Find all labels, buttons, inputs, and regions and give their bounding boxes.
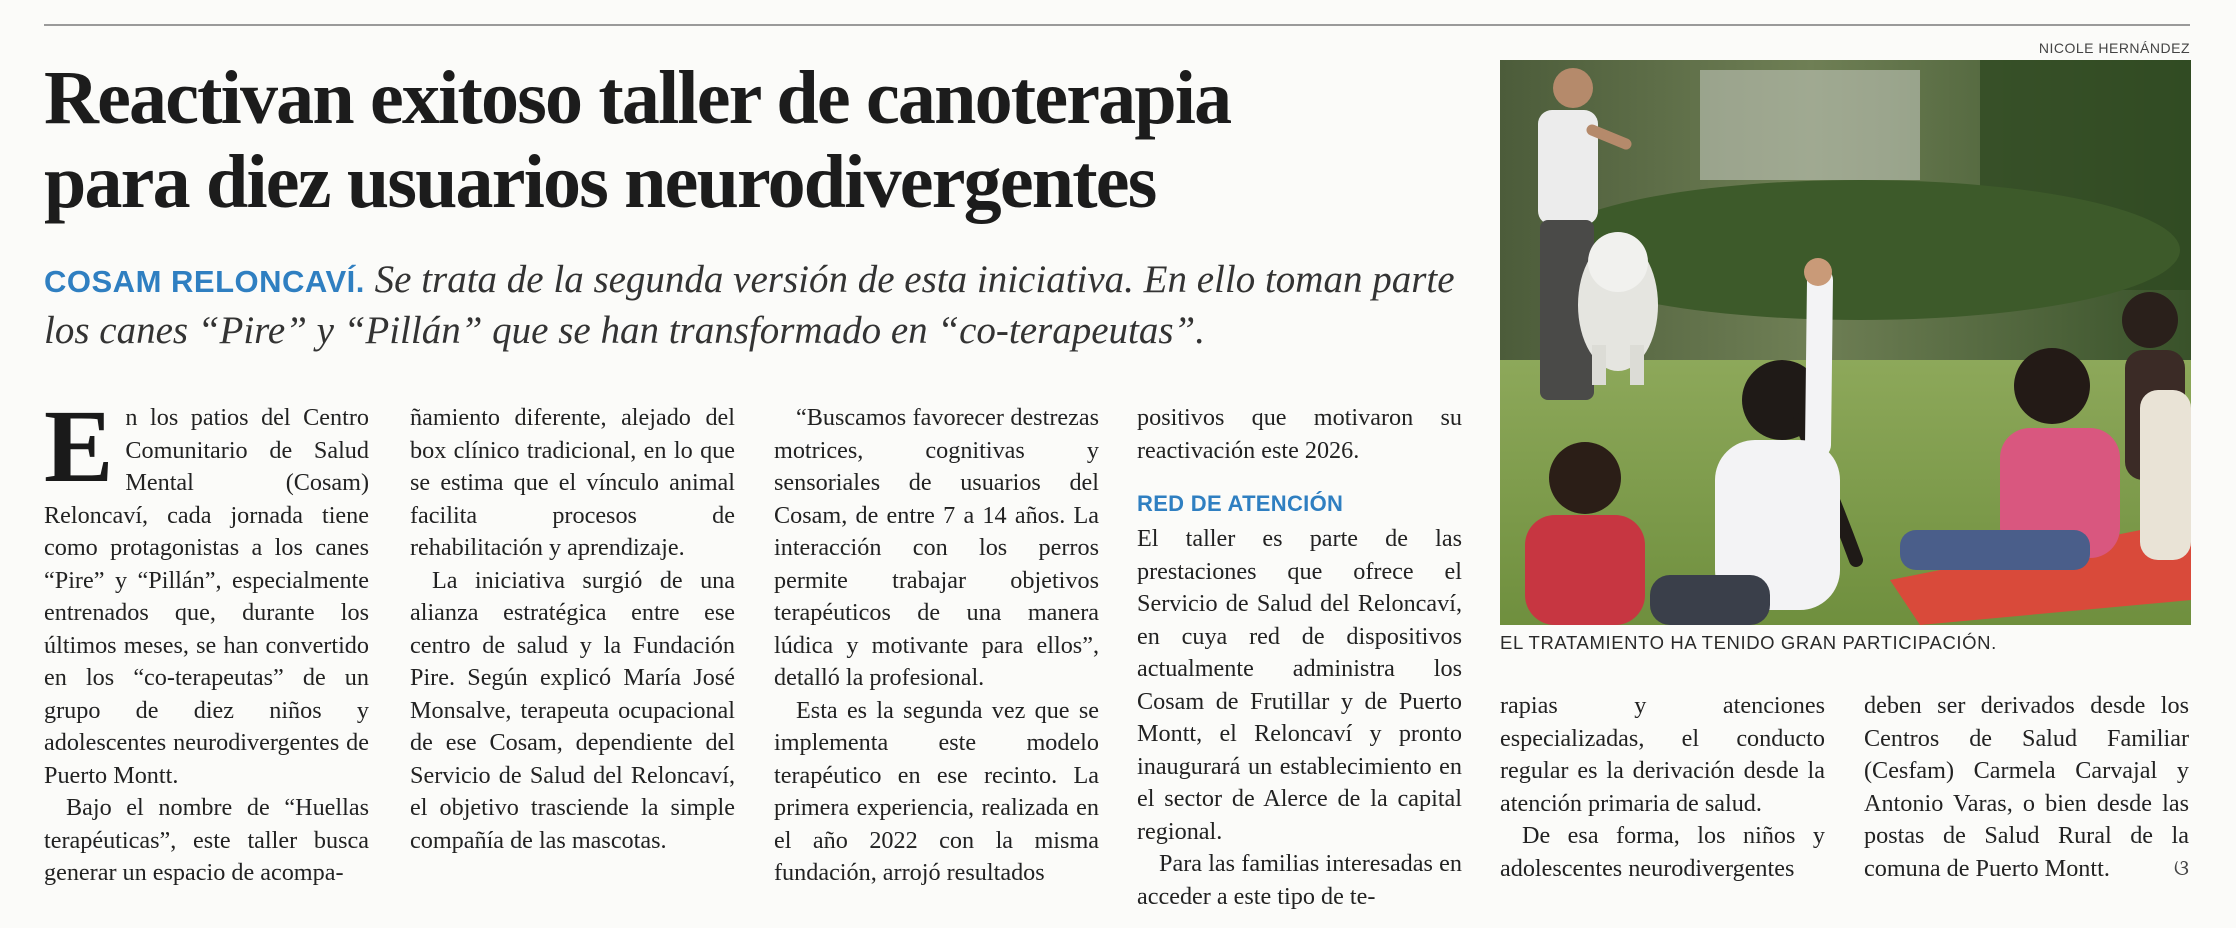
- girl-raised-arm: [1818, 280, 1820, 445]
- man-head: [1553, 68, 1593, 108]
- top-rule: [44, 24, 2190, 26]
- paragraph: El taller es parte de las prestaciones que ofrece el Servicio de Salud del Reloncaví, en cuya red de dispositivos actualmente administra los Cosam de Frutillar y de Puerto Montt, el Reloncaví y pronto inaugurará un establecimiento en el sector de Alerce de la capital regional.: [1137, 525, 1462, 845]
- dog-leg: [1630, 345, 1644, 385]
- kicker: COSAM RELONCAVÍ.: [44, 264, 365, 299]
- body-column-2: [410, 402, 735, 857]
- headline-line-2: para diez usuarios neurodivergentes: [44, 140, 1156, 224]
- body-column-6: [1864, 690, 2189, 885]
- paragraph: “Buscamos favorecer destrezas motrices, cognitivas y sensoriales de usuarios del Cosam, de entre 7 a 14 años. La interacción con los perros permite trabajar objetivos terapéuticos de una manera lúdica y motivante para ellos”, detalló la profesional.: [774, 404, 1099, 691]
- headline-line-1: Reactivan exitoso taller de canoterapia: [44, 56, 1231, 140]
- girl-pants: [1650, 575, 1770, 625]
- body-column-3: [774, 402, 1099, 890]
- pink-girl-jeans: [1900, 530, 2090, 570]
- child-shirt: [1525, 515, 1645, 625]
- drop-cap: E: [44, 389, 114, 504]
- paragraph: La iniciativa surgió de una alianza estratégica entre ese centro de salud y la Fundación Pire. Según explicó María José Monsalve, terapeuta ocupacional de ese Cosam, dependiente del Servicio de Salud del Reloncaví, el objetivo trasciende la simple compañía de las mascotas.: [410, 566, 735, 854]
- adult-right-shirt: [2140, 390, 2191, 560]
- dog-leg: [1592, 345, 1606, 385]
- building: [1700, 70, 1920, 180]
- paragraph: [1864, 690, 2189, 885]
- dog-head: [1588, 232, 1648, 292]
- paragraph-text: deben ser derivados desde los Centros de Salud Familiar (Cesfam) Carmela Carvajal y Antonio Varas, o bien desde las postas de Salud Rural de la comuna de Puerto Montt.: [1864, 692, 2189, 882]
- paragraph: Bajo el nombre de “Huellas terapéuticas”, este taller busca generar un espacio de acompa-: [44, 794, 369, 886]
- photo-caption: EL TRATAMIENTO HA TENIDO GRAN PARTICIPACIÓN.: [1500, 632, 1997, 653]
- paragraph-text: n los patios del Centro Comunitario de Salud Mental (Cosam) Reloncaví, cada jornada tiene como protagonistas a los canes “Pire” y “Pillán”, especialmente entrenados que, durante los últimos meses, se han convertido en los “co-terapeutas” de un grupo de diez niños y adolescentes neurodivergentes de Puerto Montt.: [44, 404, 369, 789]
- paragraph: [44, 389, 369, 792]
- adult-head: [2122, 292, 2178, 348]
- pink-girl-head: [2014, 348, 2090, 424]
- deck: [44, 255, 1464, 355]
- end-mark: ଓ: [2173, 855, 2189, 881]
- deck-text: Se trata de la segunda versión de esta iniciativa. En ello toman parte los canes “Pire” y “Pillán” que se han transformado en “co-terapeutas”.: [44, 258, 1455, 352]
- article-photo: [1500, 60, 2191, 625]
- girl-hand: [1804, 258, 1832, 286]
- subheading: RED DE ATENCIÓN: [1137, 491, 1344, 516]
- photo-credit: NICOLE HERNÁNDEZ: [2038, 40, 2190, 56]
- paragraph: ñamiento diferente, alejado del box clínico tradicional, en lo que se estima que el vínculo animal facilita procesos de rehabilitación y aprendizaje.: [410, 404, 735, 561]
- paragraph: De esa forma, los niños y adolescentes neurodivergentes: [1500, 822, 1825, 882]
- paragraph: Esta es la segunda vez que se implementa este modelo terapéutico en ese recinto. La primera experiencia, realizada en el año 2022 con la misma fundación, arrojó resultados: [774, 696, 1099, 886]
- paragraph: positivos que motivaron su reactivación este 2026.: [1137, 404, 1462, 464]
- paragraph: Para las familias interesadas en acceder a este tipo de te-: [1137, 850, 1462, 910]
- body-column-5: [1500, 690, 1825, 885]
- paragraph: rapias y atenciones especializadas, el conducto regular es la derivación desde la atención primaria de salud.: [1500, 692, 1825, 817]
- body-column-4: [1137, 402, 1462, 913]
- body-column-1: [44, 389, 369, 890]
- child-head: [1549, 442, 1621, 514]
- headline: [44, 56, 1464, 224]
